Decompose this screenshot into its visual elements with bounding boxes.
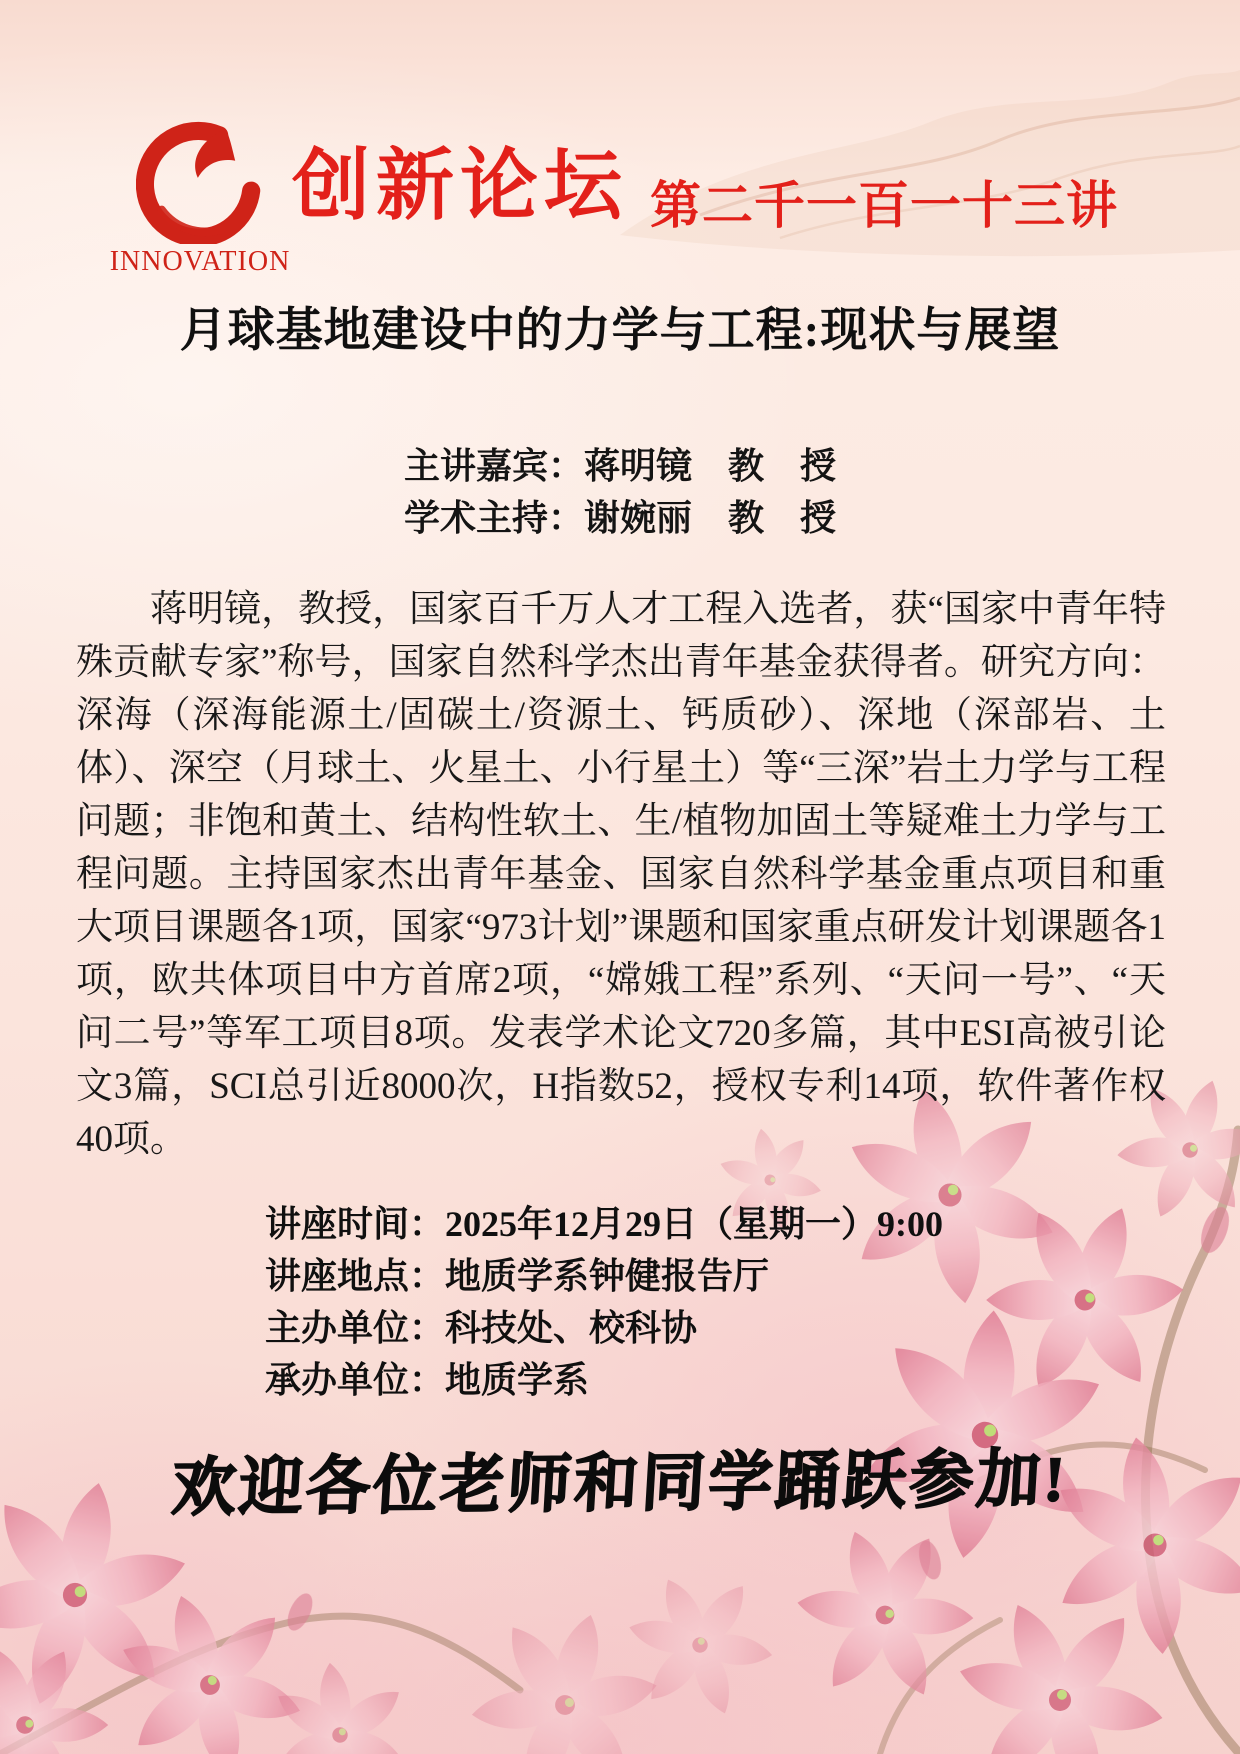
- innovation-logo: [100, 116, 300, 278]
- innovation-logo-icon: [136, 116, 264, 244]
- speaker-line: 主讲嘉宾：蒋明镜 教 授: [403, 446, 836, 486]
- lecture-number: 第二千一百一十三讲: [650, 177, 1119, 234]
- forum-title: 创新论坛: [292, 141, 629, 229]
- lecture-title: 月球基地建设中的力学与工程:现状与展望: [179, 305, 1061, 357]
- organizer: 主办单位：科技处、校科协: [265, 1308, 698, 1348]
- logo-wordmark: INNOVATION: [109, 246, 291, 277]
- host-line: 学术主持：谢婉丽 教 授: [403, 498, 836, 538]
- co-organizer: 承办单位：地质学系: [265, 1360, 590, 1400]
- lecture-time: 讲座时间：2025年12月29日（星期一）9:00: [265, 1204, 943, 1244]
- lecture-details: [265, 1198, 943, 1406]
- lecture-location: 讲座地点：地质学系钟健报告厅: [265, 1256, 770, 1296]
- guest-block: [0, 440, 1240, 544]
- welcome-message: 欢迎各位老师和同学踊跃参加!: [169, 1443, 1071, 1524]
- speaker-biography: 蒋明镜，教授，国家百千万人才工程入选者，获“国家中青年特殊贡献专家”称号，国家自然科学杰出青年基金获得者。研究方向：深海（深海能源土/固碳土/资源土、钙质砂）、深地（深部岩、土体）、深空（月球土、火星土、小行星土）等“三深”岩土力学与工程问题；非饱和黄土、结构性软土、生/植物加固土等疑难土力学与工程问题。主持国家杰出青年基金、国家自然科学基金重点项目和重大项目课题各1项，国家“973计划”课题和国家重点研发计划课题各1项，欧共体项目中方首席2项，“嫦娥工程”系列、“天问一号”、“天问二号”等军工项目8项。发表学术论文720多篇，其中ESI高被引论文3篇，SCI总引近8000次，H指数52，授权专利14项，软件著作权40项。: [76, 589, 1166, 1160]
